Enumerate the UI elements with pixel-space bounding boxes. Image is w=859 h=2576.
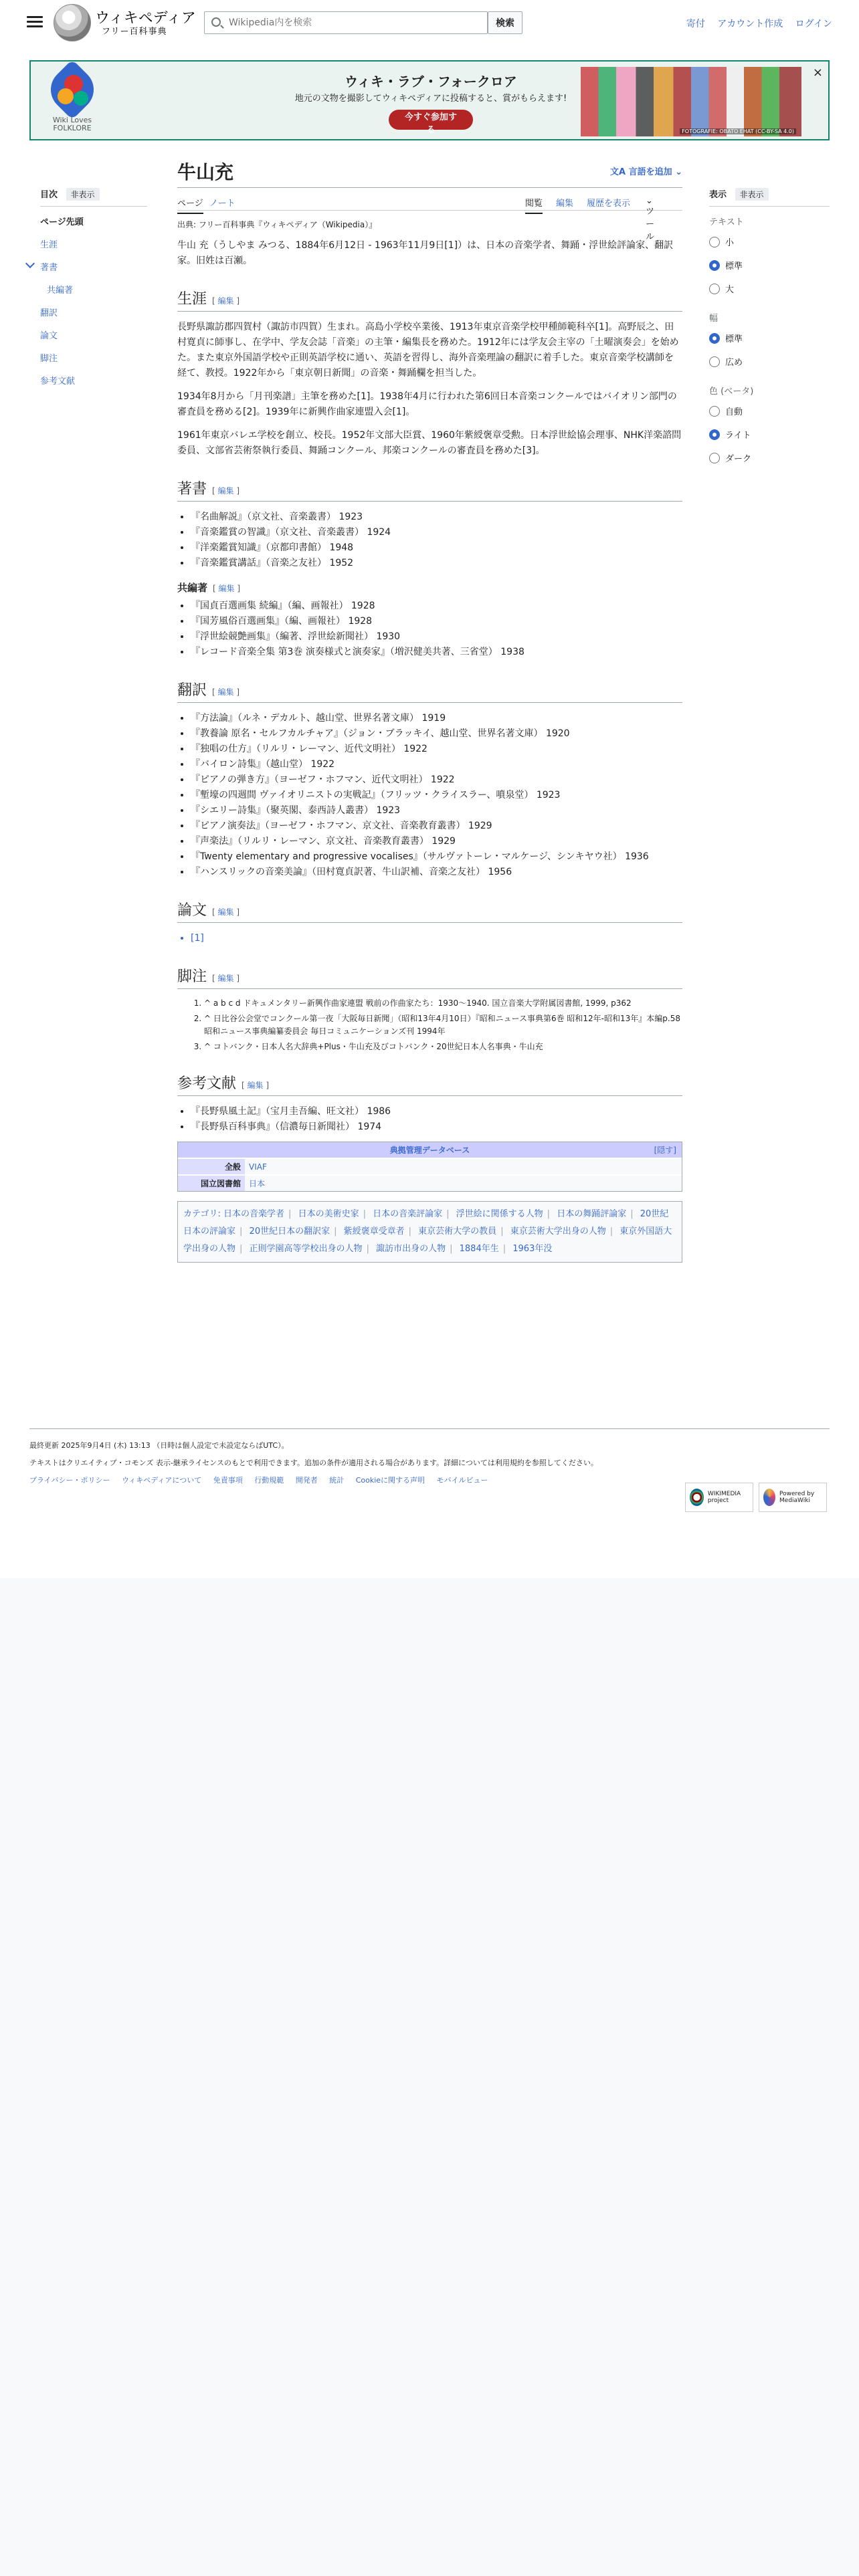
developers-link[interactable]: 開発者 [295, 1476, 318, 1485]
list-item: 3. ^ コトバンク・日本人名大辞典+Plus・牛山充及びコトバンク・20世紀日本人名事典・牛山充 [204, 1041, 682, 1053]
section-papers-heading: 論文 [ 編集 ] [177, 899, 682, 923]
appearance-header [709, 187, 830, 201]
category-link[interactable]: 日本の美術史家 [298, 1209, 359, 1219]
menu-icon[interactable] [27, 13, 43, 29]
search-button[interactable]: 検索 [488, 11, 522, 34]
statistics-link[interactable]: 統計 [329, 1476, 345, 1485]
appearance-panel [709, 187, 830, 475]
category-link[interactable]: 紫綬褒章受章者 [343, 1226, 405, 1237]
table-row: 国立図書館 日本 [178, 1175, 682, 1191]
tab-tools[interactable]: ツール ⌄ [646, 196, 655, 242]
campaign-banner [29, 60, 830, 140]
edit-link[interactable]: [ 編集 ] [212, 296, 240, 306]
category-link[interactable]: 日本の音楽評論家 [373, 1209, 443, 1219]
section-references-heading: 参考文献 [ 編集 ] [177, 1072, 682, 1096]
toc-item-references[interactable]: 参考文献 [40, 377, 76, 387]
appearance-hide-button[interactable]: 非表示 [735, 188, 769, 201]
toc-title: 目次 [40, 190, 58, 200]
code-of-conduct-link[interactable]: 行動規範 [254, 1476, 284, 1485]
user-links [677, 17, 832, 30]
list-item: • 『洋楽鑑賞知識』（京都印書館） 1948 [191, 540, 682, 556]
banner-photo-caption: FOTOGRAFIE: OBATO EHAT (CC-BY-SA 4.0) [680, 128, 796, 134]
banner-logo-text: Wiki Loves FOLKLORE [52, 116, 92, 132]
chevron-down-icon: ⌄ [672, 167, 682, 177]
list-item: • 『長野県百科事典』（信濃毎日新聞社） 1974 [191, 1119, 682, 1135]
translate-icon: 文A [609, 167, 629, 177]
list-item: • 『Twenty elementary and progressive vocalises』（サルヴァトーレ・マルケージ、シンキヤウ社） 1936 [191, 849, 682, 865]
category-link[interactable]: 日本の音楽学者 [223, 1209, 285, 1219]
edit-link[interactable]: [ 編集 ] [242, 1081, 270, 1090]
tab-talk[interactable]: ノート [209, 199, 235, 209]
search-icon [211, 17, 221, 27]
toc-header [40, 187, 147, 201]
page-title: 牛山充 [177, 154, 682, 188]
list-item: • 『浮世絵競艶画集』（編著、浮世絵新聞社） 1930 [191, 629, 682, 645]
wikimedia-logo-icon [690, 1489, 704, 1506]
categories-label[interactable]: カテゴリ: [183, 1209, 221, 1219]
coauthored-list [191, 599, 682, 660]
donate-link[interactable]: 寄付 [686, 19, 705, 29]
tab-edit[interactable]: 編集 [556, 199, 574, 209]
disclaimer-link[interactable]: 免責事項 [213, 1476, 243, 1485]
list-item: • 『音楽鑑賞の智識』（京文社、音楽叢書） 1924 [191, 525, 682, 540]
list-item: • 『長野県風土記』（宝月圭吾編、旺文社） 1986 [191, 1104, 682, 1119]
list-item: 1. ^ a b c d ドキュメンタリー新興作曲家連盟 戦前の作曲家たち：1930～1940. 国立音楽大学附属図書館, 1999, p362 [204, 997, 682, 1010]
category-link[interactable]: 1884年生 [459, 1244, 499, 1254]
toc-item-translations[interactable]: 翻訳 [40, 308, 58, 318]
list-item: • 『ピアノの弾き方』（ヨーゼフ・ホフマン、近代文明社） 1922 [191, 772, 682, 788]
list-item: • 『音楽鑑賞講話』（音楽之友社） 1952 [191, 556, 682, 571]
color-auto[interactable]: 自動 [709, 405, 830, 417]
header [0, 0, 859, 47]
width-label: 幅 [709, 314, 719, 324]
life-paragraph-3: 1961年東京バレエ学校を創立、校長。1952年文部大臣賞、1960年紫綬褒章受勲。日本浮世絵協会理事、NHK洋楽諮問委員、文部省芸術祭執行委員、舞踊コンクール、邦楽コンクールの審査員を務めた[3]。 [177, 430, 682, 456]
banner-photo [581, 67, 801, 136]
category-link[interactable]: 20世紀日本の翻訳家 [249, 1226, 330, 1237]
japan-library-link[interactable]: 日本 [245, 1175, 682, 1191]
license-text: テキストはクリエイティブ・コモンズ 表示-継承ライセンスのもとで利用できます。追加の条件が適用される場合があります。詳細については利用規約を参照してください。 [29, 1459, 598, 1467]
banner-title: ウィキ・ラブ・フォークロア [345, 74, 517, 90]
article-content [177, 154, 682, 1263]
color-light[interactable]: ライト [709, 428, 830, 441]
width-wide[interactable]: 広め [709, 355, 830, 368]
mediawiki-badge[interactable]: Powered by MediaWiki [759, 1483, 827, 1512]
category-box: カテゴリ: 日本の音楽学者 | 日本の美術史家 | 日本の音楽評論家 | 浮世絵に関係する人物 | 日本の舞踊評論家 | 20世紀日本の評論家 | 20世紀日本の翻訳家 | 紫綬褒章受章者 | 東京芸術大学の教員 | 東京芸術大学出身の人物 | 東京外国語大学出身の人物 | 正則学園高等学校出身の人物 | 諏訪市出身の人物 | 1884年生 | 1963年没 [177, 1201, 682, 1263]
tab-read[interactable]: 閲覧 [525, 196, 543, 214]
toc-item-coauthored[interactable]: 共編著 [47, 286, 74, 296]
list-item: • 『バイロン詩集』（越山堂） 1922 [191, 757, 682, 772]
logo-title[interactable]: ウィキペディア [95, 10, 196, 27]
toc-item-notes[interactable]: 脚注 [40, 354, 58, 364]
category-link[interactable]: 正則学園高等学校出身の人物 [249, 1244, 363, 1254]
toc-item-top[interactable]: ページ先頭 [40, 217, 84, 227]
list-item: • 『名曲解説』（京文社、音楽叢書） 1923 [191, 510, 682, 525]
cookie-link[interactable]: Cookieに関する声明 [355, 1476, 425, 1485]
list-item: • 『ハンスリックの音楽美論』（田村寛貞訳著、牛山訳補、音楽之友社） 1956 [191, 865, 682, 880]
list-item: 2. ^ 日比谷公会堂でコンクール第一夜「大阪毎日新聞」（昭和13年4月10日）『昭和ニュース事典第6巻 昭和12年-昭和13年』本編p.58 昭和ニュース事典編纂委員会 毎日コミュニケーションズ刊 1994年 [204, 1012, 682, 1038]
list-item: • 『教養論 原名・セルフカルチャア』（ジョン・ブラッキイ、越山堂、世界名著文庫） 1920 [191, 726, 682, 742]
section-life-heading: 生涯 [ 編集 ] [177, 288, 682, 312]
text-size-label: テキスト [709, 217, 744, 227]
viaf-link[interactable]: VIAF [245, 1158, 682, 1175]
translations-list [191, 711, 682, 880]
list-item: • 『塹壕の四週間 ヴァイオリニストの実戦記』（フリッツ・クライスラー、噴泉堂） 1923 [191, 788, 682, 803]
list-item: • 『独唱の仕方』（リルリ・レーマン、近代文明社） 1922 [191, 742, 682, 757]
authority-hide-button[interactable]: [隠す] [654, 1146, 676, 1155]
color-dark[interactable]: ダーク [709, 451, 830, 464]
category-link[interactable]: 東京外国語大学出身の人物 [183, 1226, 672, 1254]
section-works-heading: 著書 [ 編集 ] [177, 477, 682, 502]
toc-hide-button[interactable]: 非表示 [66, 188, 100, 201]
section-translations-heading: 翻訳 [ 編集 ] [177, 679, 682, 703]
category-link[interactable]: 東京芸術大学の教員 [418, 1226, 497, 1237]
list-item: • 『声楽法』（リルリ・レーマン、京文社、音楽教育叢書） 1929 [191, 834, 682, 849]
references-list [191, 1104, 682, 1135]
authority-control-box [177, 1142, 682, 1192]
edit-link[interactable]: [ 編集 ] [212, 687, 240, 697]
text-size-standard[interactable]: 標準 [709, 259, 830, 272]
login-link[interactable]: ログイン [795, 19, 832, 29]
search-box [204, 11, 488, 34]
category-link[interactable]: 1963年没 [512, 1244, 553, 1254]
join-now-button[interactable]: 今すぐ参加する [389, 110, 473, 130]
works-list [191, 510, 682, 571]
edit-link[interactable]: [ 編集 ] [213, 584, 241, 593]
section-coauthored-heading: 共編著 [ 編集 ] [177, 582, 241, 594]
toc-item-life[interactable]: 生涯 [40, 240, 58, 250]
list-item: • 『シエリー詩集』（聚英閣、泰西詩人叢書） 1923 [191, 803, 682, 819]
text-size-small[interactable]: 小 [709, 235, 830, 248]
category-link[interactable]: 東京芸術大学出身の人物 [510, 1226, 606, 1237]
edit-link[interactable]: [ 編集 ] [212, 974, 240, 983]
life-paragraph-2: 1934年8月から「月刊楽譜」主筆を務めた[1]。1938年4月に行われた第6回日本音楽コンクールではバイオリン部門の審査員を務める[2]。1939年に新興作曲家連盟入会[1]。 [177, 391, 677, 417]
add-language-button[interactable]: 文A 言語を追加 ⌄ [609, 167, 682, 177]
create-account-link[interactable]: アカウント作成 [717, 19, 783, 29]
search-input[interactable] [227, 13, 482, 32]
lead-paragraph: 牛山 充（うしやま みつる、1884年6月12日 - 1963年11月9日[1]）は、日本の音楽学者、舞踊・浮世絵評論家、翻訳家。旧姓は百瀬。 [177, 240, 674, 266]
section-notes-heading: 脚注 [ 編集 ] [177, 965, 682, 989]
category-link[interactable]: 日本の舞踊評論家 [557, 1209, 627, 1219]
authority-control-title: 典拠管理データベース [隠す] [178, 1142, 682, 1158]
mediawiki-logo-icon [763, 1489, 775, 1506]
mobile-view-link[interactable]: モバイルビュー [436, 1476, 488, 1485]
list-item: • 『国芳風俗百選画集』（編、画報社） 1928 [191, 614, 682, 629]
banner-text: 地元の文物を撮影してウィキペディアに投稿すると、賞がもらえます! [294, 94, 567, 104]
appearance-title: 表示 [709, 190, 727, 200]
about-link[interactable]: ウィキペディアについて [121, 1476, 202, 1485]
last-updated: 最終更新 2025年9月4日 (木) 13:13 （日時は個人設定で未設定ならばUTC）。 [29, 1441, 289, 1450]
edit-link[interactable]: [ 編集 ] [212, 486, 240, 496]
list-item[interactable]: • [1] [191, 931, 682, 946]
toc-item-works[interactable]: 著書 [40, 263, 58, 273]
close-icon[interactable]: × [812, 66, 823, 80]
logo-subtitle: フリー百科事典 [102, 27, 167, 37]
list-item: • 『レコード音楽全集 第3巻 演奏様式と演奏家』（増沢健美共著、三省堂） 1938 [191, 645, 682, 660]
table-of-contents [40, 187, 147, 397]
tab-page[interactable]: ページ [177, 196, 203, 214]
category-link[interactable]: 浮世絵に関係する人物 [456, 1209, 543, 1219]
category-link[interactable]: 20世紀日本の評論家 [183, 1209, 669, 1237]
tab-history[interactable]: 履歴を表示 [587, 199, 631, 209]
papers-list [191, 931, 682, 946]
privacy-link[interactable]: プライバシー・ポリシー [29, 1476, 110, 1485]
category-link[interactable]: 諏訪市出身の人物 [376, 1244, 446, 1254]
wikimedia-badge[interactable]: WIKIMEDIA project [685, 1483, 753, 1512]
edit-link[interactable]: [ 編集 ] [212, 907, 240, 917]
color-label: 色 (ベータ) [709, 387, 754, 397]
notes-list [204, 997, 682, 1053]
list-item: • 『国貞百選画集 続編』（編、画報社） 1928 [191, 599, 682, 614]
source-note: 出典: フリー百科事典『ウィキペディア（Wikipedia）』 [177, 220, 377, 229]
list-item: • 『ピアノ演奏法』（ヨーゼフ・ホフマン、京文社、音楽教育叢書） 1929 [191, 819, 682, 834]
life-paragraph-1: 長野県諏訪郡四賀村（諏訪市四賀）生まれ。高島小学校卒業後、1913年東京音楽学校甲種師範科卒[1]。高野辰之、田村寛貞に師事し、在学中、学友会誌「音楽」の主筆・編集長を務めた。1912年には学友会主宰の「土曜演奏会」を始めた。また東京外国語学校や正則英語学校に通い、英語を習得し、海外音楽理論の翻訳に着手した。東京音楽学校講師を経て、教授。1922年から「東京朝日新聞」の音楽・舞踊欄を担当した。 [177, 322, 679, 379]
list-item: • 『方法論』（ルネ・デカルト、越山堂、世界名著文庫） 1919 [191, 711, 682, 726]
footer [29, 1428, 830, 1504]
wikipedia-logo-icon[interactable] [54, 4, 91, 41]
chevron-down-icon[interactable] [25, 259, 35, 268]
toc-item-works-row [40, 260, 147, 273]
width-standard[interactable]: 標準 [709, 332, 830, 344]
toc-item-papers[interactable]: 論文 [40, 331, 58, 341]
text-size-large[interactable]: 大 [709, 282, 830, 295]
table-row: 全般 VIAF [178, 1158, 682, 1175]
